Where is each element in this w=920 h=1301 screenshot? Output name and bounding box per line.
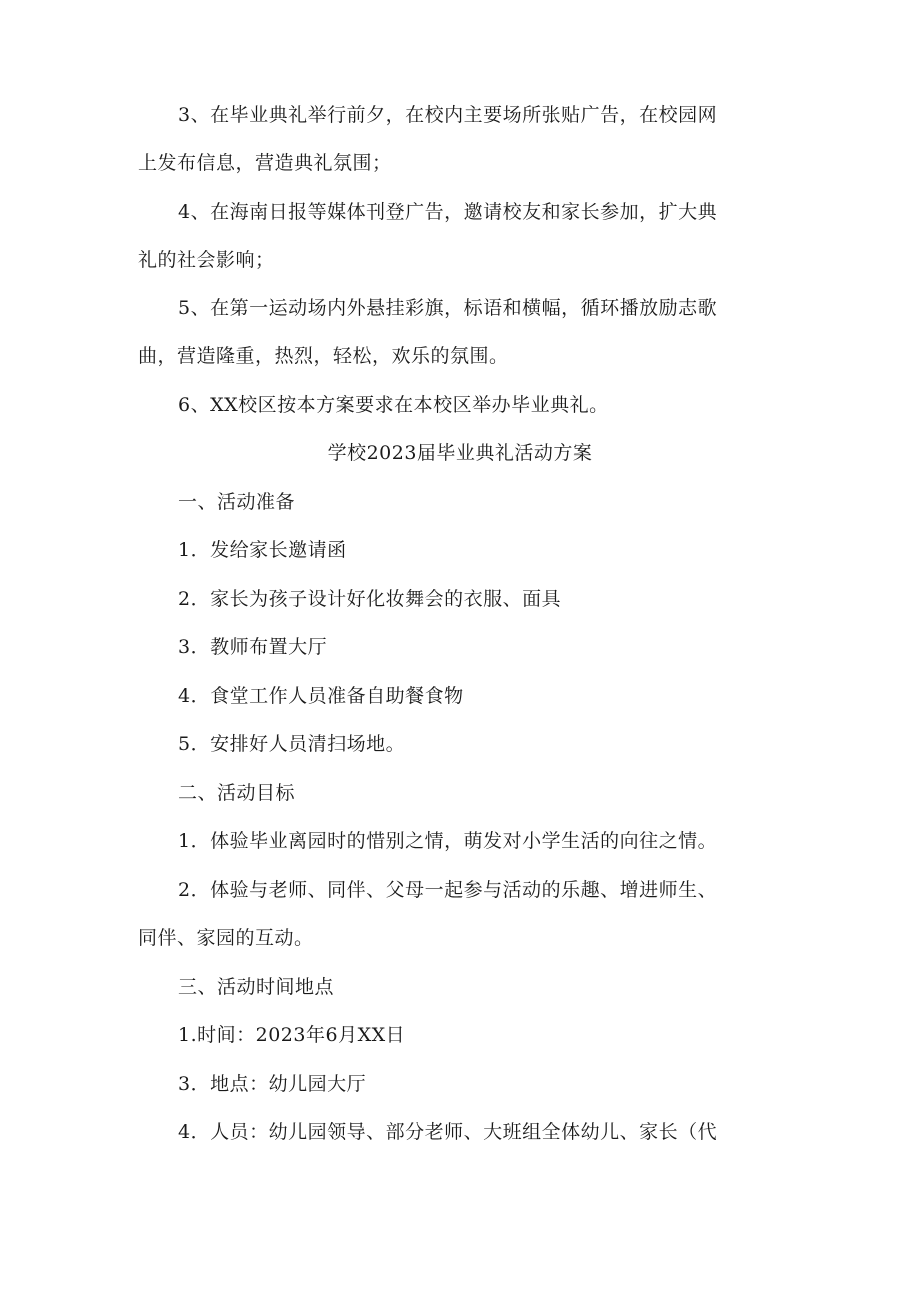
section-title: 学校2023届毕业典礼活动方案 [327, 442, 593, 464]
list-item: 1．体验毕业离园时的惜别之情，萌发对小学生活的向往之情。 [178, 830, 718, 852]
list-item: 3．教师布置大厅 [178, 636, 328, 658]
paragraph-line: 3、在毕业典礼举行前夕，在校内主要场所张贴广告，在校园网 [178, 104, 718, 126]
list-item: 4．食堂工作人员准备自助餐食物 [178, 685, 464, 707]
section-heading: 二、活动目标 [178, 782, 296, 804]
section-heading: 三、活动时间地点 [178, 976, 335, 998]
list-item: 1．发给家长邀请函 [178, 539, 347, 561]
list-item: 2．家长为孩子设计好化妆舞会的衣服、面具 [178, 588, 562, 610]
paragraph-line: 礼的社会影响； [138, 249, 275, 271]
paragraph-line: 上发布信息，营造典礼氛围； [138, 152, 392, 174]
list-item: 1.时间：2023年6月XX日 [178, 1024, 406, 1046]
paragraph-line: 5、在第一运动场内外悬挂彩旗，标语和横幅，循环播放励志歌 [178, 297, 718, 319]
list-item: 3．地点：幼儿园大厅 [178, 1073, 367, 1095]
list-item: 2．体验与老师、同伴、父母一起参与活动的乐趣、增进师生、 [178, 879, 718, 901]
paragraph-line: 6、XX校区按本方案要求在本校区举办毕业典礼。 [178, 394, 609, 416]
list-item: 4．人员：幼儿园领导、部分老师、大班组全体幼儿、家长（代 [178, 1121, 718, 1143]
paragraph-line: 同伴、家园的互动。 [138, 927, 314, 949]
list-item: 5．安排好人员清扫场地。 [178, 733, 406, 755]
section-heading: 一、活动准备 [178, 491, 296, 513]
paragraph-line: 曲，营造隆重，热烈，轻松，欢乐的氛围。 [138, 345, 509, 367]
paragraph-line: 4、在海南日报等媒体刊登广告，邀请校友和家长参加，扩大典 [178, 201, 718, 223]
